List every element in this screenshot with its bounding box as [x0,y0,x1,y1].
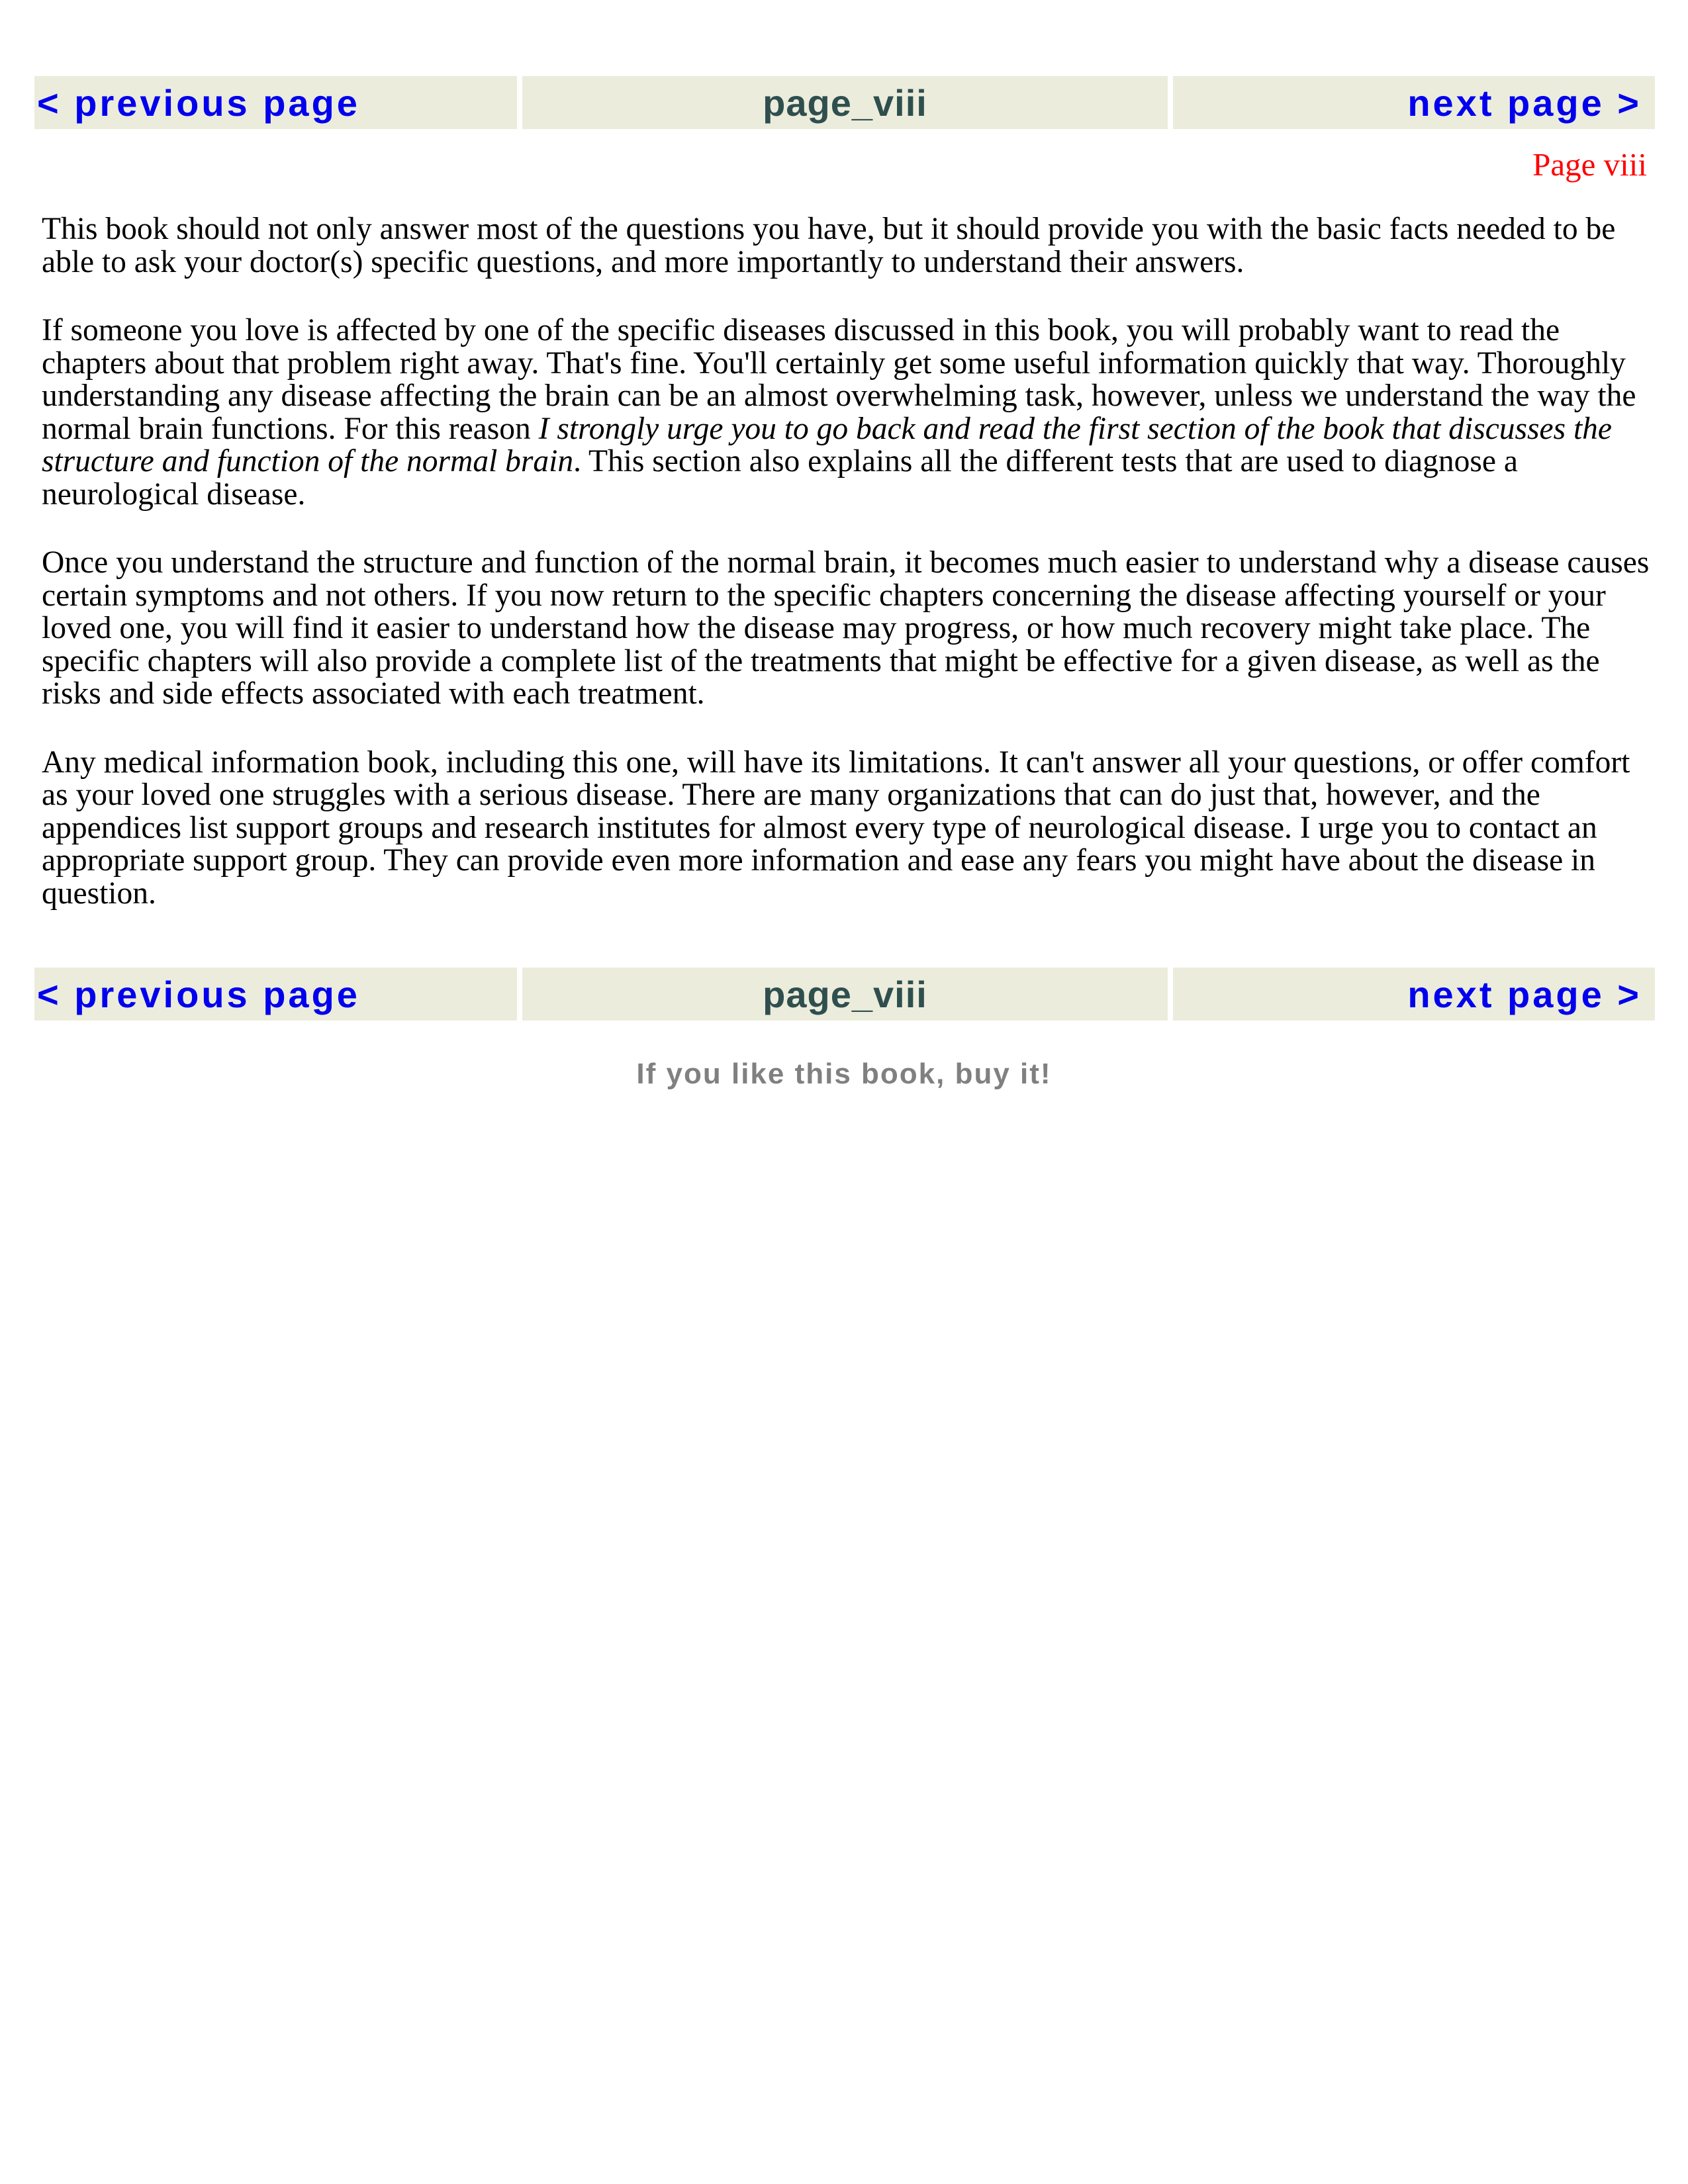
previous-page-link[interactable]: < previous page [34,76,517,129]
bottom-navigation-bar [34,968,1655,1021]
paragraph-3: Once you understand the structure and function of the normal brain, it becomes much easier to understand why a disease causes certain symptoms and not others. If you now return to the specific chapters concerning the disease affecting yourself or your loved one, you will find it easier to understand how the disease may progress, or how much recovery might take place. The specific chapters will also provide a complete list of the treatments that might be effective for a given disease, as well as the risks and side effects associated with each treatment. [42,545,1650,711]
paragraph-2-text-after: . This section also explains all the different tests that are used to diagnose a neurological disease. [42,444,1518,512]
next-page-link[interactable]: next page > [1173,968,1655,1021]
page-id-label: page_viii [522,76,1168,129]
paragraph-2-emphasis: I strongly urge you to go back and read the first section of the book that discusses the structure and function of the normal brain [42,411,1612,478]
paragraph-4: Any medical information book, including this one, will have its limitations. It can't answer all your questions, or offer comfort as your loved one struggles with a serious disease. There are many organizations that can do just that, however, and the appendices list support groups and research institutes for almost every type of neurological disease. I urge you to contact an appropriate support group. They can provide even more information and ease any fears you might have about the disease in question. [42,745,1630,911]
paragraph-1: This book should not only answer most of the questions you have, but it should provide you with the basic facts needed to be able to ask your doctor(s) specific questions, and more importantly to understand their answers. [42,212,1616,279]
paragraph-2 [42,314,1650,511]
paragraph-2-text-before: If someone you love is affected by one of the specific diseases discussed in this book, you will probably want to read the chapters about that problem right away. That's fine. You'll certainly get some useful information quickly that way. Thoroughly understanding any disease affecting the brain can be an almost overwhelming task, however, unless we understand the way the normal brain functions. For this reason [42,313,1636,446]
page-id-label: page_viii [522,968,1168,1021]
page-number-marker: Page viii [1532,146,1647,183]
previous-page-link[interactable]: < previous page [34,968,517,1021]
top-navigation-bar [34,76,1655,129]
buy-book-note: If you like this book, buy it! [636,1058,1052,1090]
book-page-content [42,213,1650,946]
next-page-link[interactable]: next page > [1173,76,1655,129]
